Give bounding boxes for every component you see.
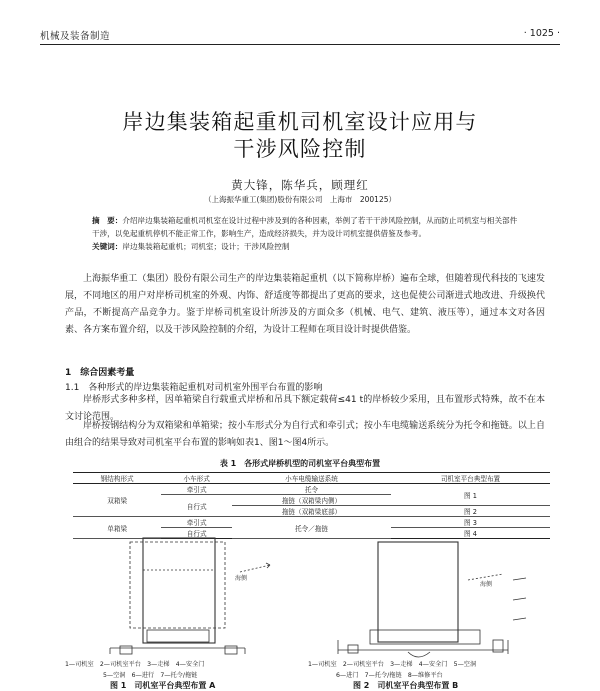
table-1	[73, 472, 550, 539]
keywords-label: 关键词：	[92, 242, 123, 251]
page-number: · 1025 ·	[523, 28, 560, 39]
figure-2-legend-line-1: 1—司机室 2—司机室平台 3—走梯 4—安全门 5—空洞	[308, 661, 477, 668]
table-cell: 图 2	[391, 506, 550, 517]
header-rule	[40, 44, 560, 45]
keywords: 岸边集装箱起重机；司机室；设计；干涉风险控制	[122, 242, 290, 251]
paragraph-3: 岸桥按钢结构分为双箱梁和单箱梁；按小车形式分为自行式和牵引式；按小车电缆输送系统分为托令和拖链。以上自由组合的结果导致对司机室平台布置的影响如表1、图1～图4所示。	[65, 421, 545, 448]
section-1-heading: 1 综合因素考量	[65, 368, 135, 378]
abstract-label: 摘 要：	[92, 216, 123, 225]
table-header: 小车电缆输送系统	[232, 473, 391, 484]
table-cell: 牵引式	[161, 484, 232, 495]
intro-paragraph: 上海振华重工（集团）股份有限公司生产的岸边集装箱起重机（以下简称岸桥）遍布全球，但随着现代科技的飞速发展，不同地区的用户对岸桥司机室的外观、内饰、舒适度等都提出了更高的要求，这也促使公司渐进式地改进、升级换代产品，不断提高产品竞争力。鉴于岸桥司机室设计所涉及的方面众多（机械、电气、建筑、液压等），通过本文对各因素、各方案布置介绍，以及干涉风险控制的介绍，为设计工程师在项目设计时提供借鉴。	[65, 274, 545, 335]
figure-2-drawing	[308, 530, 548, 680]
paragraph-2: 岸桥形式多种多样，因单箱梁自行载重式岸桥和吊具下额定载荷≤41 t的岸桥较少采用，且布置形式特殊，故不在本文讨论范围。	[65, 395, 545, 422]
table-cell: 牵引式	[161, 517, 232, 528]
table-cell: 自行式	[161, 528, 232, 539]
figure-1-drawing	[65, 530, 295, 680]
table-cell: 单箱梁	[73, 517, 161, 539]
table-cell: 托令／拖链	[232, 517, 391, 539]
table-cell: 拖链（双箱梁底部）	[232, 506, 391, 517]
table-row	[73, 484, 550, 495]
figure-2-legend-line-2: 6—进门 7—托令/拖链 8—维修平台	[336, 672, 443, 679]
table-cell: 图 1	[391, 484, 550, 506]
table-caption: 表 1 各形式岸桥机型的司机室平台典型布置	[219, 459, 381, 468]
abstract	[92, 214, 520, 253]
table-header: 小车形式	[161, 473, 232, 484]
authors: 黄大锋，陈华兵，顾理红	[231, 178, 369, 192]
title-line-2: 干涉风险控制	[233, 137, 367, 161]
table-cell: 拖链（双箱梁内侧）	[232, 495, 391, 506]
title-line-1: 岸边集装箱起重机司机室设计应用与	[122, 110, 478, 134]
table-cell: 双箱梁	[73, 484, 161, 517]
figure-1-caption: 图 1 司机室平台典型布置 A	[110, 681, 216, 690]
figure-1-legend-line-2: 5—空洞 6—进行 7—托令/拖链	[103, 672, 198, 679]
table-cell: 图 4	[391, 528, 550, 539]
table-cell: 图 3	[391, 517, 550, 528]
table-cell: 自行式	[161, 495, 232, 517]
abstract-text: 介绍岸边集装箱起重机司机室在设计过程中涉及到的各种因素，举例了若干干涉风险控制，从而防止司机室与相关部件干涉，以免起重机停机不能正常工作，影响生产，造成经济损失，并为设计司机室提供借鉴及参考。	[92, 216, 518, 238]
figure-2-caption: 图 2 司机室平台典型布置 B	[353, 681, 459, 690]
table-cell: 托令	[232, 484, 391, 495]
table-header: 钢结构形式	[73, 473, 161, 484]
table-row	[73, 517, 550, 528]
table-header: 司机室平台典型布置	[391, 473, 550, 484]
section-1-1-heading: 1.1 各种形式的岸边集装箱起重机对司机室外围平台布置的影响	[65, 383, 323, 393]
figure-2	[308, 530, 548, 690]
affiliation: （上海振华重工(集团)股份有限公司 上海市 200125）	[204, 195, 396, 204]
journal-name: 机械及装备制造	[40, 31, 111, 42]
figure-2-side-label: 海侧	[480, 581, 493, 588]
figure-1-side-label: 海侧	[235, 575, 248, 582]
figure-1-legend-line-1: 1—司机室 2—司机室平台 3—走梯 4—安全门	[65, 661, 205, 668]
running-header	[40, 26, 560, 42]
figure-1	[65, 530, 295, 690]
